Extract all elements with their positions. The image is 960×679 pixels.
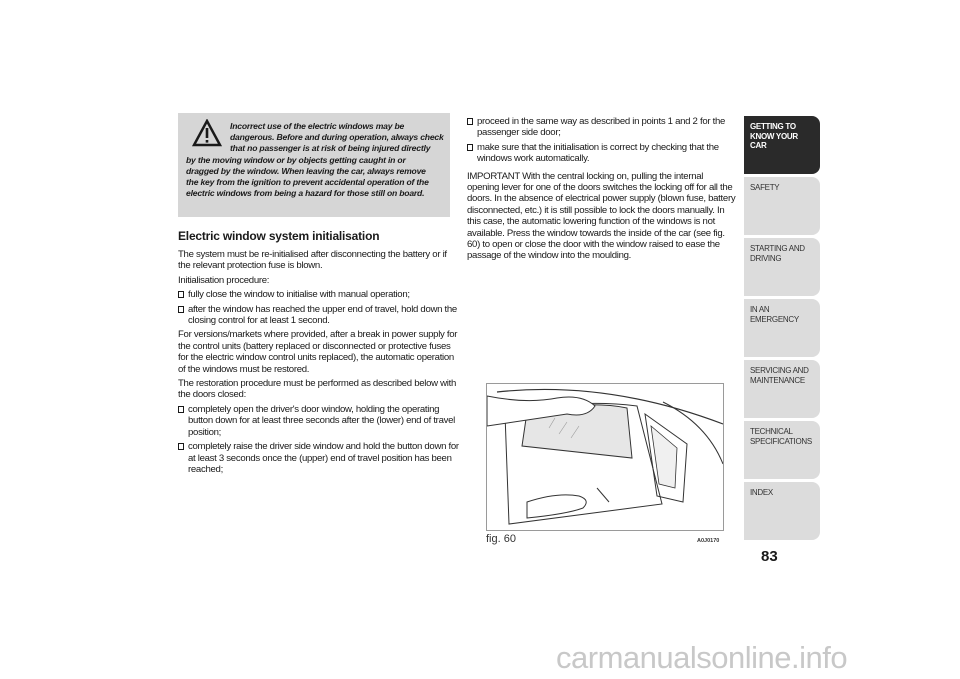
bullet-item: after the window has reached the upper end of travel, hold down the closing control for at least 1 second. [178, 304, 460, 327]
important-paragraph: IMPORTANT With the central locking on, pulling the internal opening lever for one of the doors switches the locking off for all the doors. In the absence of electrical power supply (blown fuse, battery disconnected, etc.) it is still possible to lock the doors manually. In this case, the automatic lowering function of the windows is not available. Press the window towards the inside of the car (see fig. 60) to open or close the door with the window raised to ease the passage of the window into the moulding. [467, 170, 736, 262]
tab-technical-specifications[interactable]: TECHNICAL SPECIFICATIONS [744, 421, 820, 479]
warning-box [178, 113, 450, 217]
paragraph: The restoration procedure must be performed as described below with the doors closed: [178, 378, 456, 401]
watermark: carmanualsonline.info [556, 640, 848, 675]
left-column [178, 229, 460, 478]
figure-code: A0J0170 [697, 538, 720, 544]
tab-starting-and-driving[interactable]: STARTING AND DRIVING [744, 238, 820, 296]
warning-line: by the moving window or by objects getting caught in or [186, 154, 406, 165]
tab-safety[interactable]: SAFETY [744, 177, 820, 235]
car-door-illustration [487, 384, 723, 530]
warning-line: dangerous. Before and during operation, always check [230, 132, 444, 143]
figure-illustration [486, 383, 724, 531]
warning-line: electric windows from being a hazard for those still on board. [186, 188, 425, 199]
chapter-tabs [744, 116, 820, 543]
page-number: 83 [761, 548, 778, 565]
bullet-item: completely raise the driver side window and hold the button down for at least 3 seconds once the (upper) end of travel position has been reached; [178, 441, 460, 475]
paragraph: The system must be re-initialised after disconnecting the battery or if the relevant protection fuse is blown. [178, 249, 447, 272]
warning-line: that no passenger is at risk of being injured directly [230, 143, 431, 154]
section-heading: Electric window system initialisation [178, 229, 380, 243]
warning-line: dragged by the window. When leaving the car, always remove [186, 165, 426, 176]
tab-index[interactable]: INDEX [744, 482, 820, 540]
bullet-item: completely open the driver's door window, holding the operating button down for at least three seconds after the (lower) end of travel position; [178, 404, 460, 438]
tab-servicing-and-maintenance[interactable]: SERVICING AND MAINTENANCE [744, 360, 820, 418]
paragraph: Initialisation procedure: [178, 274, 270, 286]
warning-line: the key from the ignition to prevent accidental operation of the [186, 177, 429, 188]
warning-line: Incorrect use of the electric windows may be [230, 121, 405, 131]
bullet-item: fully close the window to initialise with manual operation; [178, 289, 460, 300]
tab-getting-to-know-your-car[interactable]: GETTING TO KNOW YOUR CAR [744, 116, 820, 174]
bullet-item: make sure that the initialisation is correct by checking that the windows work automatically. [467, 142, 737, 165]
warning-text [186, 121, 444, 199]
figure-caption: fig. 60 [486, 533, 516, 545]
bullet-item: proceed in the same way as described in points 1 and 2 for the passenger side door; [467, 116, 737, 139]
paragraph: For versions/markets where provided, after a break in power supply for the control units (battery replaced or disconnected or protective fuses for the electric window control units replaced), the automatic operation of the windows must be restored. [178, 329, 458, 375]
right-column [467, 116, 737, 265]
tab-in-an-emergency[interactable]: IN AN EMERGENCY [744, 299, 820, 357]
